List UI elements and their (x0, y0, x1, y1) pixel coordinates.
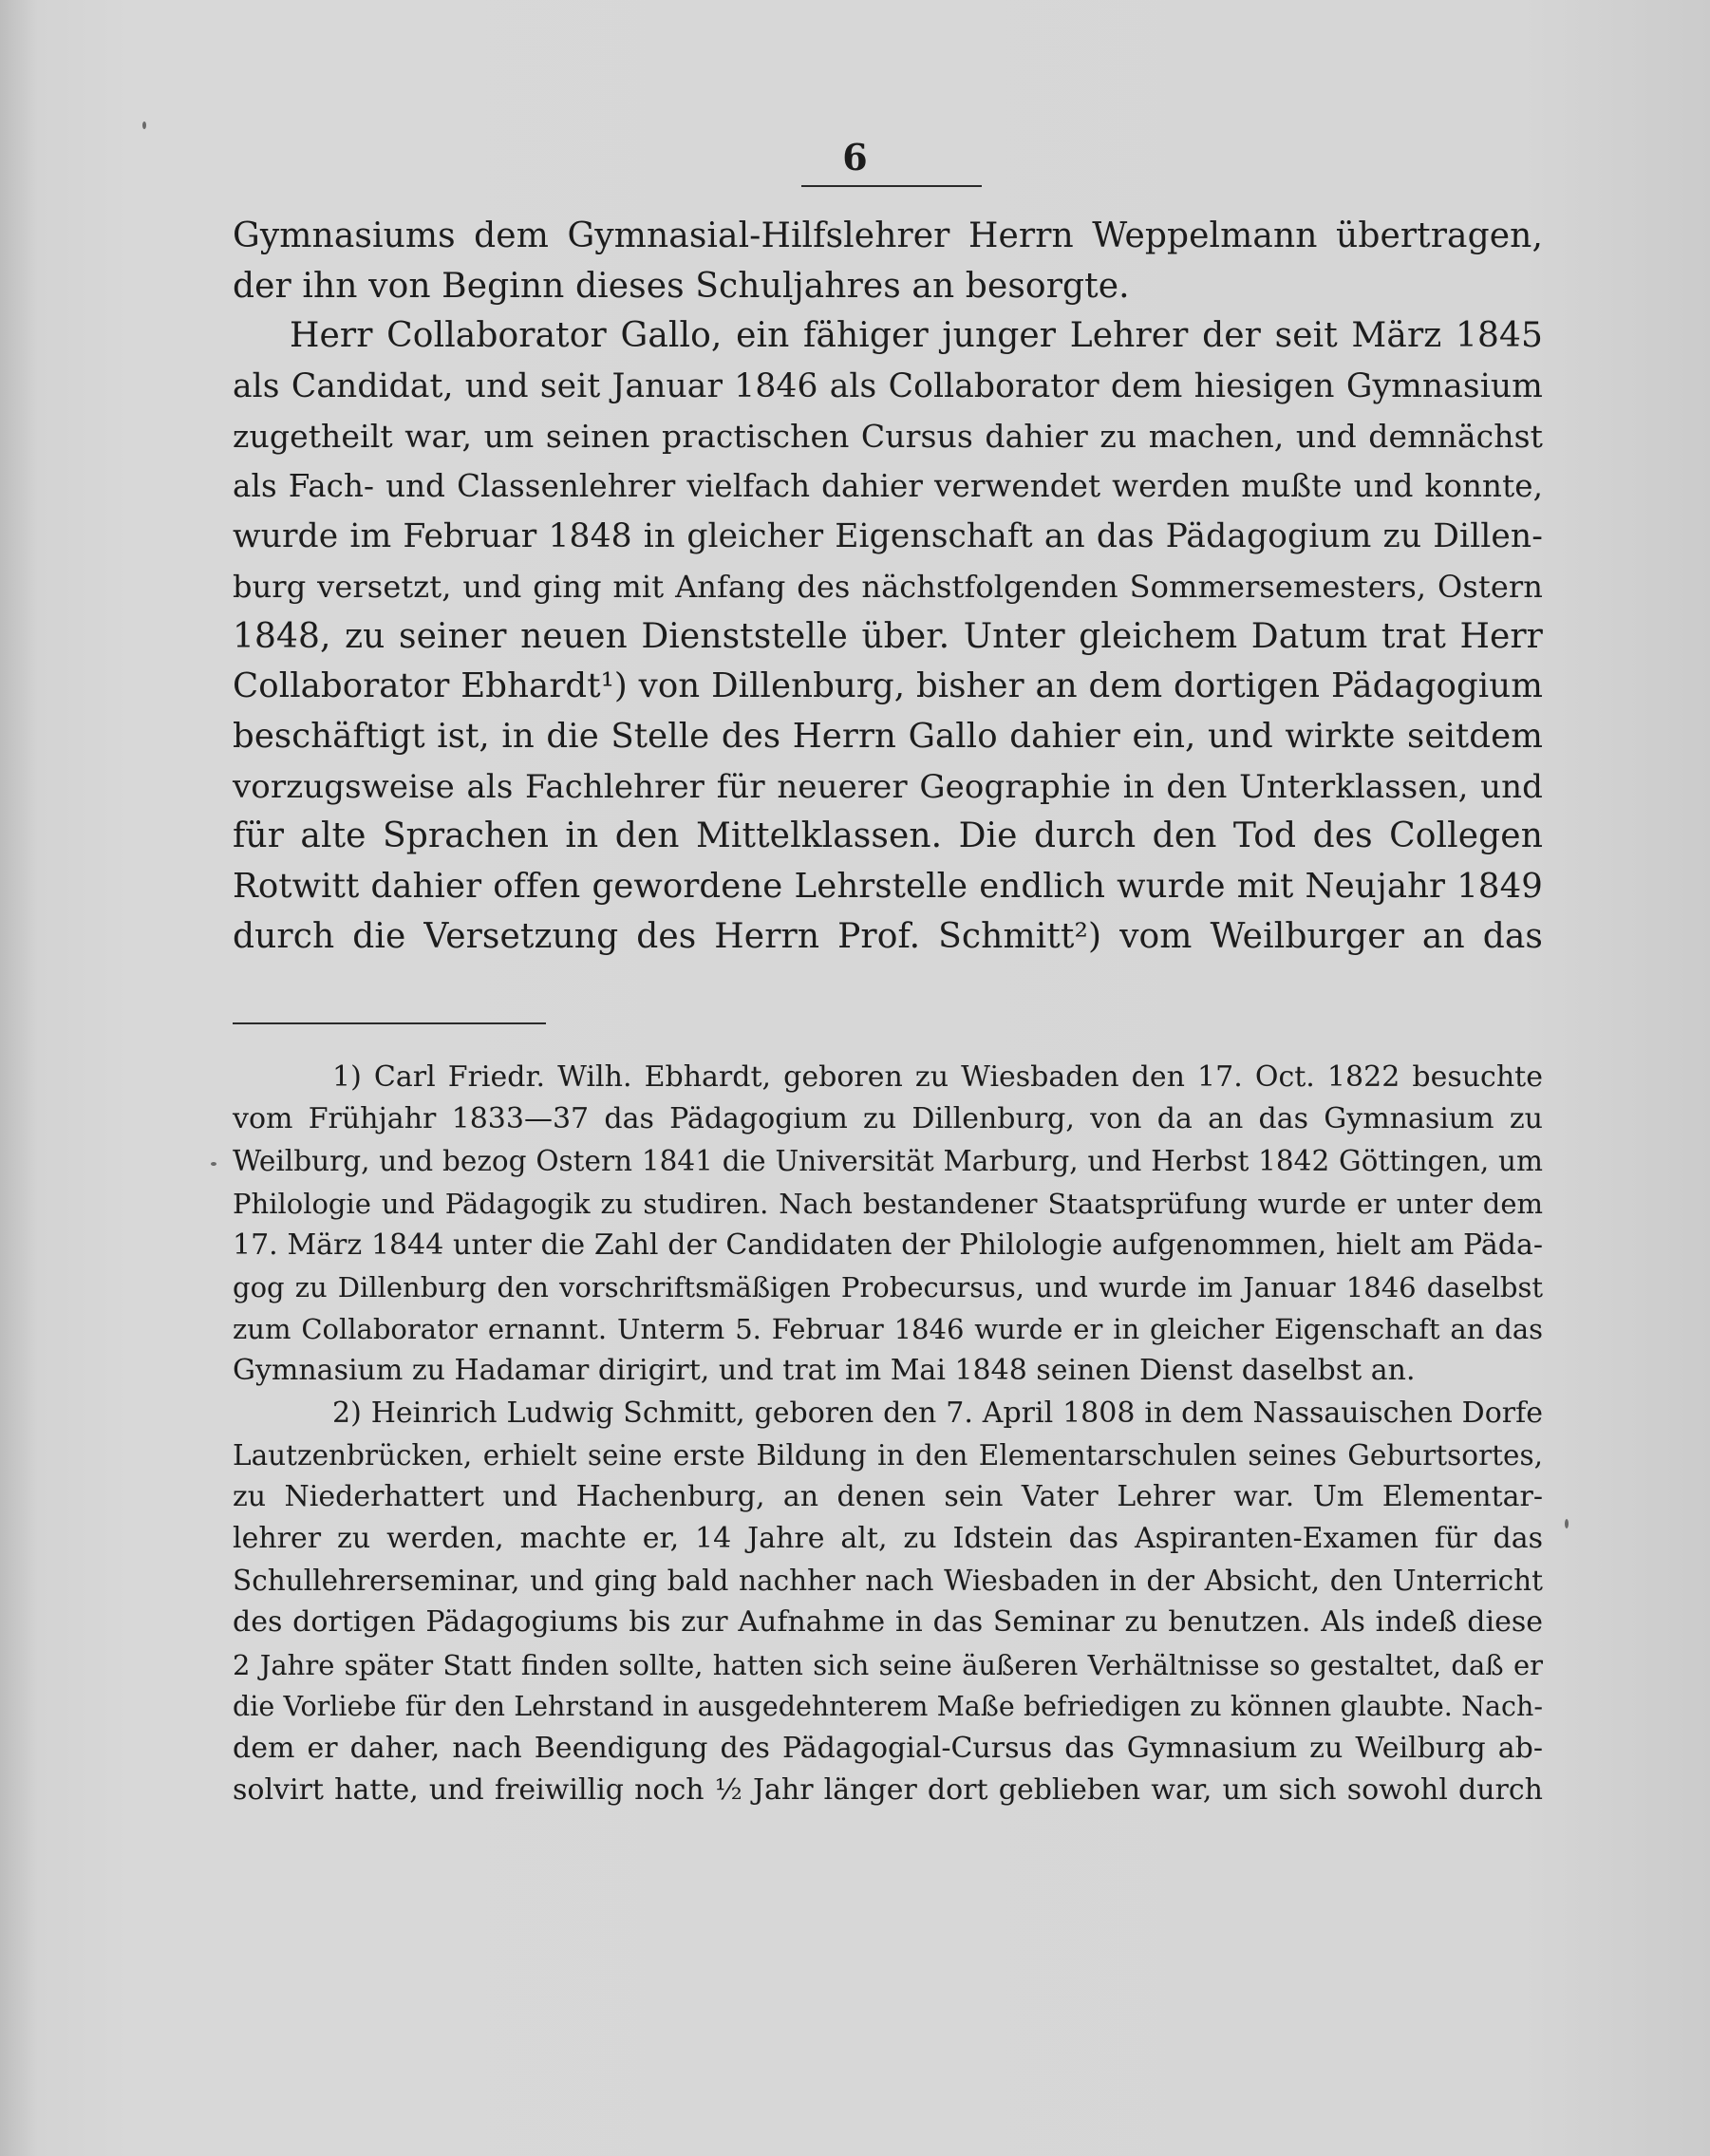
footnote-line: die Vorliebe für den Lehrstand in ausgedehnterem Maße befriedigen zu können glaubte. Nach- (233, 1690, 1543, 1722)
footnote-line: dem er daher, nach Beendigung des Pädagogial-Cursus das Gymnasium zu Weilburg ab- (233, 1732, 1543, 1765)
header-rule (801, 185, 982, 187)
footnote-line: Lautzenbrücken, erhielt seine erste Bildung in den Elementarschulen seines Geburtsortes, (233, 1438, 1543, 1472)
footnote-line: zu Niederhattert und Hachenburg, an denen sein Vater Lehrer war. Um Elementar- (233, 1479, 1543, 1513)
paper-speck (1565, 1519, 1569, 1528)
text-line: durch die Versetzung des Herrn Prof. Schmitt²) vom Weilburger an das (233, 916, 1543, 956)
footnote-line: des dortigen Pädagogiums bis zur Aufnahme in das Seminar zu benutzen. Als indeß diese (233, 1605, 1543, 1640)
footnote-line: 2 Jahre später Statt finden sollte, hatten sich seine äußeren Verhältnisse so gestaltet, daß er (233, 1648, 1543, 1681)
text-line: burg versetzt, und ging mit Anfang des nächstfolgenden Sommersemesters, Ostern (233, 568, 1543, 605)
footnote-line: lehrer zu werden, machte er, 14 Jahre alt, zu Idstein das Aspiranten-Examen für das (233, 1522, 1543, 1556)
text-line: vorzugsweise als Fachlehrer für neuerer Geographie in den Unterklassen, und (233, 767, 1543, 806)
footnote-2-start: 2) Heinrich Ludwig Schmitt, geboren den 7. April 1808 in dem Nassauischen Dorfe (332, 1396, 1543, 1430)
page-number: 6 (842, 136, 868, 178)
text-line: beschäftigt ist, in die Stelle des Herrn Gallo dahier ein, und wirkte seitdem (233, 716, 1543, 756)
footnote-line: vom Frühjahr 1833—37 das Pädagogium zu Dillenburg, von da an das Gymnasium zu (233, 1102, 1543, 1136)
paper-speck (211, 1162, 216, 1166)
footnote-line: gog zu Dillenburg den vorschriftsmäßigen Probecursus, und wurde im Januar 1846 daselbst (233, 1270, 1543, 1303)
text-line: als Fach- und Classenlehrer vielfach dahier verwendet werden mußte und konnte, (233, 468, 1543, 505)
text-line: der ihn von Beginn dieses Schuljahres an besorgte. (233, 266, 1130, 306)
footnote-line: Philologie und Pädagogik zu studiren. Nach bestandener Staatsprüfung wurde er unter dem (233, 1187, 1543, 1220)
text-line: zugetheilt war, um seinen practischen Cursus dahier zu machen, und demnächst (233, 417, 1543, 455)
text-line: 1848, zu seiner neuen Dienststelle über. Unter gleichem Datum trat Herr (233, 616, 1543, 656)
footnotes (233, 1057, 1543, 1811)
footnote-line: zum Collaborator ernannt. Unterm 5. Februar 1846 wurde er in gleicher Eigenschaft an das (233, 1313, 1543, 1346)
text-line: Gymnasiums dem Gymnasial-Hilfslehrer Herrn Weppelmann übertragen, (233, 216, 1543, 255)
text-line: als Candidat, und seit Januar 1846 als Collaborator dem hiesigen Gymnasium (233, 367, 1543, 406)
footnote-line: 17. März 1844 unter die Zahl der Candidaten der Philologie aufgenommen, hielt am Päda- (233, 1228, 1543, 1262)
footnote-1-start: 1) Carl Friedr. Wilh. Ebhardt, geboren zu Wiesbaden den 17. Oct. 1822 besuchte (332, 1060, 1543, 1094)
main-text (233, 212, 1543, 962)
text-line: Collaborator Ebhardt¹) von Dillenburg, bisher an dem dortigen Pädagogium (233, 666, 1543, 706)
footnote-line: Schullehrerseminar, und ging bald nachher nach Wiesbaden in der Absicht, den Unterricht (233, 1565, 1543, 1598)
footnote-line: Gymnasium zu Hadamar dirigirt, und trat im Mai 1848 seinen Dienst daselbst an. (233, 1354, 1416, 1388)
text-line: für alte Sprachen in den Mittelklassen. Die durch den Tod des Collegen (233, 816, 1543, 856)
text-line: Rotwitt dahier offen gewordene Lehrstelle endlich wurde mit Neujahr 1849 (233, 866, 1543, 906)
footnote-rule (233, 1022, 546, 1024)
text-line: wurde im Februar 1848 in gleicher Eigenschaft an das Pädagogium zu Dillen- (233, 517, 1543, 556)
footnote-line: Weilburg, und bezog Ostern 1841 die Universität Marburg, und Herbst 1842 Göttingen, um (233, 1145, 1543, 1178)
footnote-line: solvirt hatte, und freiwillig noch ½ Jahr länger dort geblieben war, um sich sowohl durch (233, 1773, 1543, 1808)
paragraph-start-line: Herr Collaborator Gallo, ein fähiger junger Lehrer der seit März 1845 (290, 316, 1543, 356)
paper-speck (142, 122, 146, 129)
